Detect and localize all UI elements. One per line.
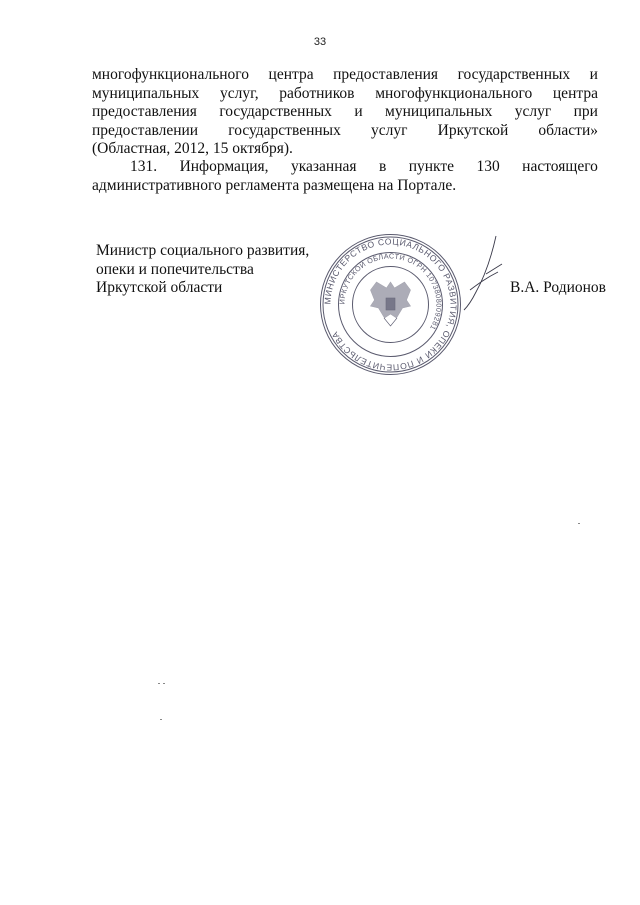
handwritten-signature — [456, 234, 506, 314]
text-line: 131. Информация, указанная в пункте 130 настоящего — [130, 158, 598, 175]
scan-speck — [578, 523, 580, 524]
text-line: предоставлении государственных услуг Иркутской области» — [92, 121, 598, 139]
text-line: (Областная, 2012, 15 октября). — [92, 140, 293, 157]
scan-speck — [160, 719, 162, 720]
text-line: административного регламента размещена на Портале. — [92, 176, 457, 194]
signatory-title: Министр социального развития, опеки и попечительства Иркутской области — [96, 242, 310, 296]
text-line: муниципальных услуг, работников многофункционального центра — [92, 84, 598, 102]
paragraph-continuation — [92, 66, 598, 159]
signatory-name: В.А. Родионов — [510, 279, 606, 296]
text-line: многофункционального центра предоставления государственных и — [92, 66, 598, 83]
page-number: 33 — [313, 36, 327, 48]
official-seal — [318, 232, 463, 377]
double-headed-eagle-icon — [371, 282, 411, 326]
seal-outer-text: МИНИСТЕРСТВО СОЦИАЛЬНОГО РАЗВИТИЯ, ОПЕКИ И ПОПЕЧИТЕЛЬСТВА — [322, 236, 459, 373]
text-line: предоставления государственных и муниципальных услуг при — [92, 103, 598, 120]
paragraph-131 — [92, 158, 598, 195]
scan-speck — [158, 683, 160, 684]
scan-speck — [163, 683, 165, 684]
seal-inner-text: ИРКУТСКОЙ ОБЛАСТИ ОГРН 1073808009281 — [337, 251, 444, 332]
